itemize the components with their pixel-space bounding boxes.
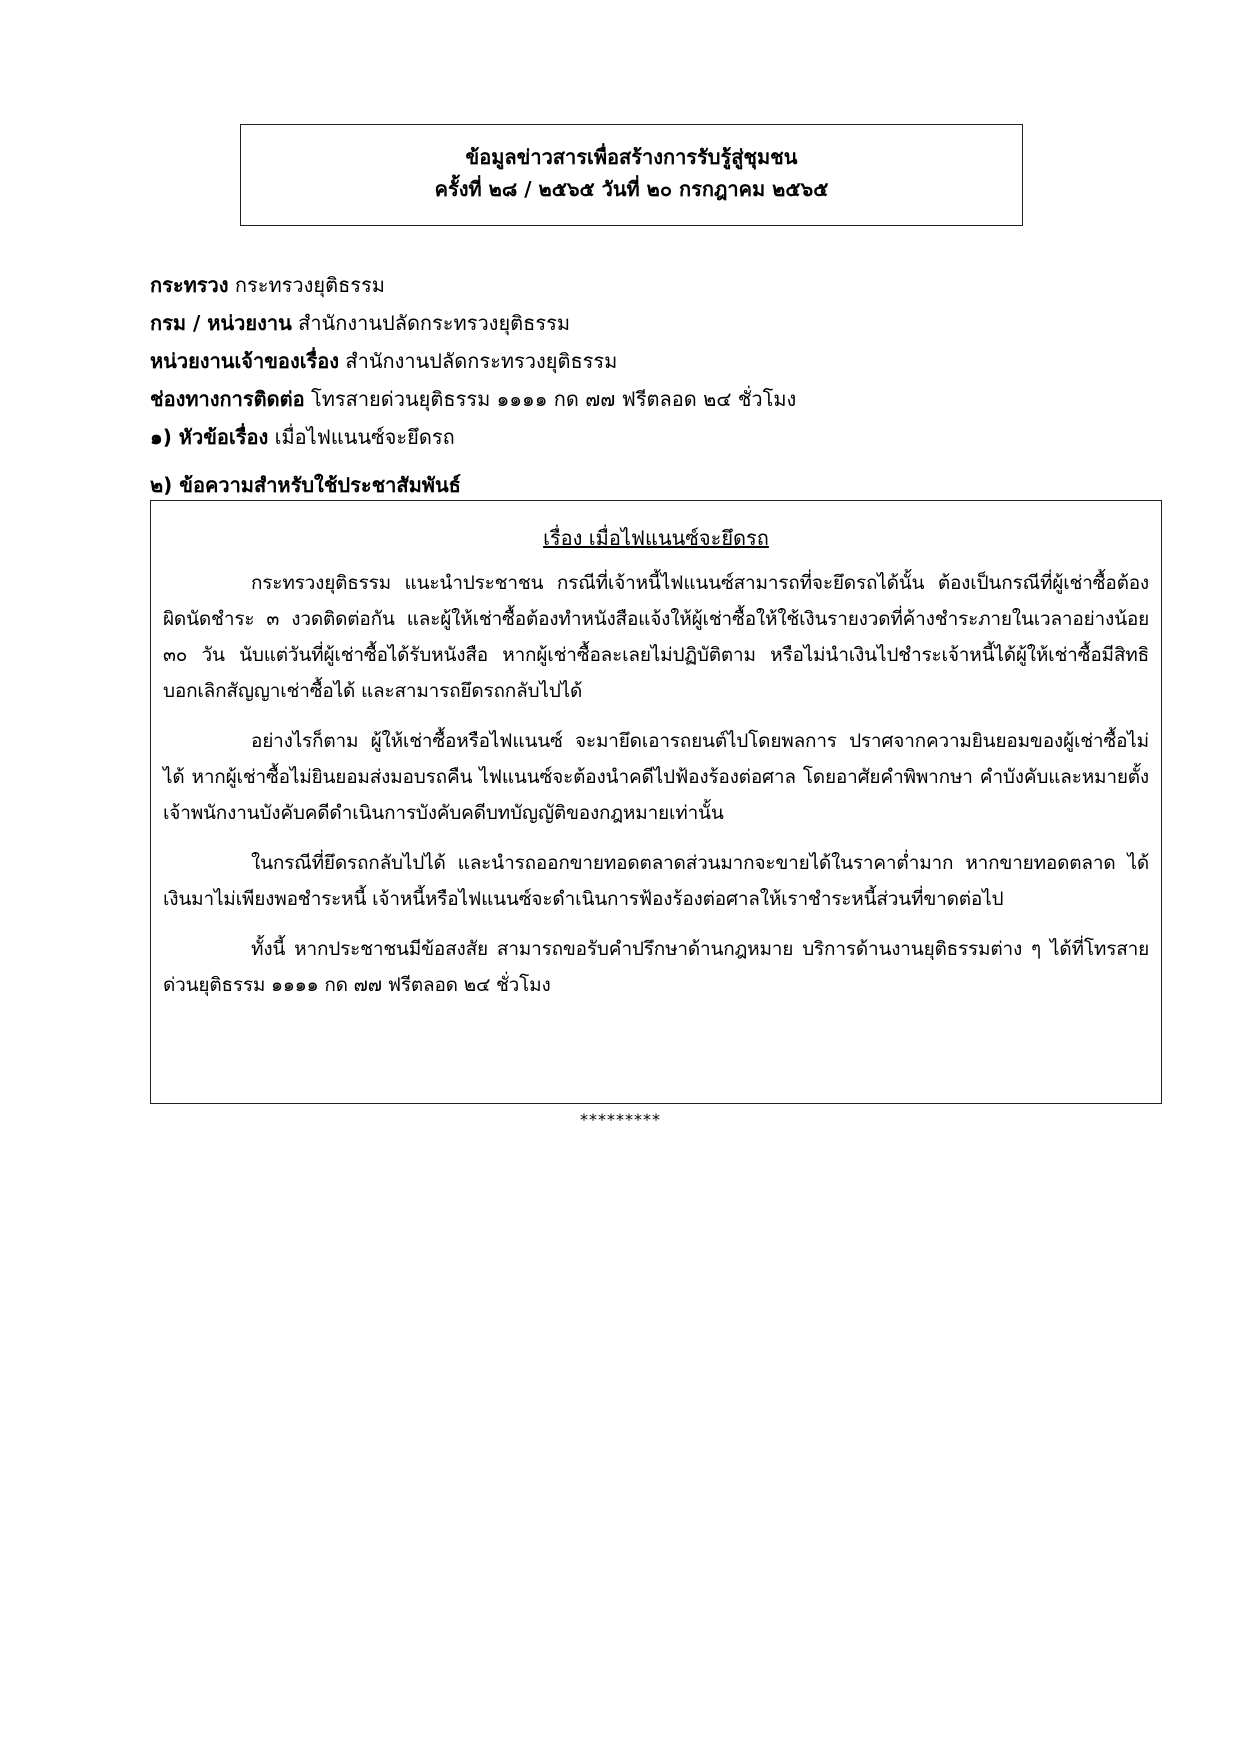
meta-owner-value: สำนักงานปลัดกระทรวงยุติธรรม: [345, 349, 618, 373]
meta-department: [150, 304, 1150, 342]
meta-ministry-value: กระทรวงยุติธรรม: [234, 273, 385, 297]
header-title: ข้อมูลข่าวสารเพื่อสร้างการรับรู้สู่ชุมชน: [465, 145, 798, 169]
section2-heading: ๒) ข้อความสำหรับใช้ประชาสัมพันธ์: [150, 473, 461, 497]
document-header-box: [240, 124, 1023, 226]
press-release-paragraph: ทั้งนี้ หากประชาชนมีข้อสงสัย สามารถขอรับคำปรึกษาด้านกฎหมาย บริการด้านงานยุติธรรมต่าง ๆ ได้ที่โทรสายด่วนยุติธรรม ๑๑๑๑ กด ๗๗ ฟรีตลอด ๒๔ ชั่วโมง: [163, 938, 1149, 996]
press-release-paragraph: ในกรณีที่ยึดรถกลับไปได้ และนำรถออกขายทอดตลาดส่วนมากจะขายได้ในราคาต่ำมาก หากขายทอดตลาด ได้เงินมาไม่เพียงพอชำระหนี้ เจ้าหนี้หรือไฟแนนซ์จะดำเนินการฟ้องร้องต่อศาลให้เราชำระหนี้ส่วนที่ขาดต่อไป: [163, 852, 1149, 910]
meta-topic: [150, 418, 1150, 456]
meta-ministry-label: กระทรวง: [150, 273, 229, 297]
header-issue-date: ครั้งที่ ๒๘ / ๒๕๖๕ วันที่ ๒๐ กรกฎาคม ๒๕๖๕: [434, 177, 829, 201]
meta-contact-label: ช่องทางการติดต่อ: [150, 387, 305, 411]
document-meta: [150, 266, 1150, 456]
meta-topic-value: เมื่อไฟแนนซ์จะยึดรถ: [274, 425, 455, 449]
press-release-title: เรื่อง เมื่อไฟแนนซ์จะยึดรถ: [543, 526, 769, 550]
end-marker: *********: [580, 1110, 661, 1129]
meta-topic-label: ๑) หัวข้อเรื่อง: [150, 425, 269, 449]
meta-contact-value: โทรสายด่วนยุติธรรม ๑๑๑๑ กด ๗๗ ฟรีตลอด ๒๔ ชั่วโมง: [310, 387, 797, 411]
meta-owner-label: หน่วยงานเจ้าของเรื่อง: [150, 349, 340, 373]
meta-owner: [150, 342, 1150, 380]
meta-ministry: [150, 266, 1150, 304]
press-release-box: [150, 500, 1162, 1104]
meta-department-value: สำนักงานปลัดกระทรวงยุติธรรม: [298, 311, 571, 335]
meta-department-label: กรม / หน่วยงาน: [150, 311, 292, 335]
press-release-paragraph: อย่างไรก็ตาม ผู้ให้เช่าซื้อหรือไฟแนนซ์ จะมายึดเอารถยนต์ไปโดยพลการ ปราศจากความยินยอมของผู้เช่าซื้อไม่ได้ หากผู้เช่าซื้อไม่ยินยอมส่งมอบรถคืน ไฟแนนซ์จะต้องนำคดีไปฟ้องร้องต่อศาล โดยอาศัยคำพิพากษา คำบังคับและหมายตั้งเจ้าพนักงานบังคับคดีดำเนินการบังคับคดีบทบัญญัติของกฎหมายเท่านั้น: [163, 730, 1149, 824]
press-release-paragraph: กระทรวงยุติธรรม แนะนำประชาชน กรณีที่เจ้าหนี้ไฟแนนซ์สามารถที่จะยึดรถได้นั้น ต้องเป็นกรณีที่ผู้เช่าซื้อต้องผิดนัดชำระ ๓ งวดติดต่อกัน และผู้ให้เช่าซื้อต้องทำหนังสือแจ้งให้ผู้เช่าซื้อให้ใช้เงินรายงวดที่ค้างชำระภายในเวลาอย่างน้อย ๓๐ วัน นับแต่วันที่ผู้เช่าซื้อได้รับหนังสือ หากผู้เช่าซื้อละเลยไม่ปฏิบัติตาม หรือไม่นำเงินไปชำระเจ้าหนี้ได้ผู้ให้เช่าซื้อมีสิทธิบอกเลิกสัญญาเช่าซื้อได้ และสามารถยึดรถกลับไปได้: [163, 572, 1149, 702]
meta-contact: [150, 380, 1150, 418]
